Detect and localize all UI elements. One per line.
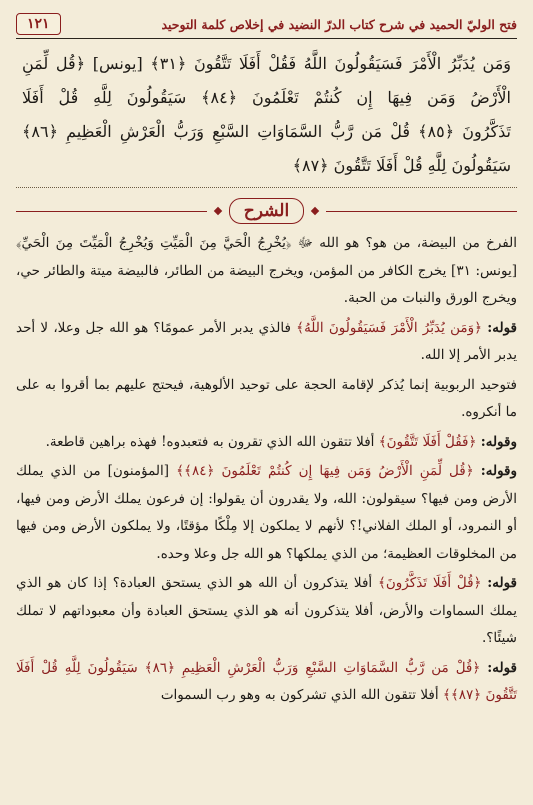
commentary-paragraph-5 [16,458,517,568]
verse-line-1: وَمَن يُدَبِّرُ الْأَمْرَ فَسَيَقُولُونَ اللَّهُ فَقُلْ أَفَلَا تَتَّقُونَ ﴿٣١﴾ [يونس] ﴿قُل لِّمَنِ [22,54,511,73]
section-title: الشرح [229,198,304,224]
quran-quote: ﴿قُلْ أَفَلَا تَذَكَّرُونَ﴾ [377,575,482,591]
paragraph-text: أفلا يتذكرون أن الله هو الذي يستحق العبادة؟ إذا كان هو الذي يملك السماوات والأرض، أفلا يتذكرون أنه هو الذي يستحق العبادة وأن معبوداتهم لا تملك شيئًا؟. [16,575,517,646]
qawluhu-label: قوله: [487,319,517,336]
paragraph-text: فالذي يدبر الأمر عمومًا؟ هو الله جل وعلا، لا أحد يدبر الأمر إلا الله. [16,319,517,363]
section-heading [16,198,517,224]
ornament-diamond-icon [214,207,222,215]
quran-quote: ﴿قُل لِّمَنِ الْأَرْضُ وَمَن فِيهَا إِن كُنتُمْ تَعْلَمُونَ ﴿٨٤﴾﴾ [176,463,474,479]
commentary-paragraph-6 [16,570,517,653]
paragraph-text: أفلا تتقون الله الذي تقرون به فتعبدوه! فهذه براهين قاطعة. [45,433,375,450]
ornament-diamond-icon [311,207,319,215]
commentary-paragraph-7 [16,655,517,710]
quran-quote: ﴿فَقُلْ أَفَلَا تَتَّقُونَ﴾ [378,433,477,450]
qawluhu-label: قوله: [487,659,517,676]
qawluhu-label: وقوله: [480,433,517,450]
verse-block [16,45,517,188]
verse-line-3: تَذَكَّرُونَ ﴿٨٥﴾ قُلْ مَن رَّبُّ السَّمَاوَاتِ السَّبْعِ وَرَبُّ الْعَرْشِ الْعَظِيمِ ﴿٨٦﴾ [22,122,511,141]
commentary-paragraph-1: الفرخ من البيضة، من هو؟ هو الله ﷻ ﴿يُخْرِجُ الْحَيَّ مِنَ الْمَيِّتِ وَيُخْرِجُ الْمَيِّتَ مِنَ الْحَيِّ﴾ [يونس: ٣١] يخرج الكافر من المؤمن، ويخرج البيضة من الطائر، فالبيضة ميتة والطائر حي، ويخرج الورق والنبات من الحبة. [16,235,517,306]
qawluhu-label: قوله: [487,575,518,591]
paragraph-text: أفلا تتقون الله الذي تشركون به وهو رب السموات [160,687,439,703]
commentary-paragraph-2 [16,315,517,370]
ornament-line-left [16,211,207,212]
quran-quote: ﴿وَمَن يُدَبِّرُ الْأَمْرَ فَسَيَقُولُونَ اللَّهُ﴾ [296,319,483,336]
verse-line-4: سَيَقُولُونَ لِلَّهِ قُلْ أَفَلَا تَتَّقُونَ ﴿٨٧﴾ [292,156,511,175]
paragraph-text: [المؤمنون] من الذي يملك الأرض ومن فيها؟ سيقولون: الله، ولا يقدرون أن يقولوا: إن فرعون يملك الأرض ومن فيها، أو النمرود، أو الملك الفلاني!؟ لأنهم لا يملكون إلا مِلْكًا مؤقتًا، ولا يملكون الأرض ومن فيها من المخلوقات العظيمة؛ من الذي يملكها؟ هو الله جل وعلا وحده. [16,463,517,562]
commentary-paragraph-3: فتوحيد الربوبية إنما يُذكر لإقامة الحجة على توحيد الألوهية، فيحتج عليهم بما أقروا به على ما أنكروه. [16,376,517,420]
page-header [16,10,517,39]
page-number: ١٢١ [16,13,61,35]
commentary-paragraph-4 [16,429,517,457]
qawluhu-label: وقوله: [480,463,518,479]
quran-quote: ﴿قُلْ مَن رَّبُّ السَّمَاوَاتِ السَّبْعِ وَرَبُّ الْعَرْشِ الْعَظِيمِ ﴿٨٦﴾ سَيَقُولُونَ لِلَّهِ قُلْ أَفَلَا تَتَّقُونَ ﴿٨٧﴾﴾ [16,659,517,703]
running-title: فتح الوليّ الحميد في شرح كتاب الدرّ النضيد في إخلاص كلمة التوحيد [161,16,517,32]
commentary-body [16,230,517,710]
verse-line-2: الْأَرْضُ وَمَن فِيهَا إِن كُنتُمْ تَعْلَمُونَ ﴿٨٤﴾ سَيَقُولُونَ لِلَّهِ قُلْ أَفَلَا [22,88,511,107]
ornament-line-right [326,211,517,212]
